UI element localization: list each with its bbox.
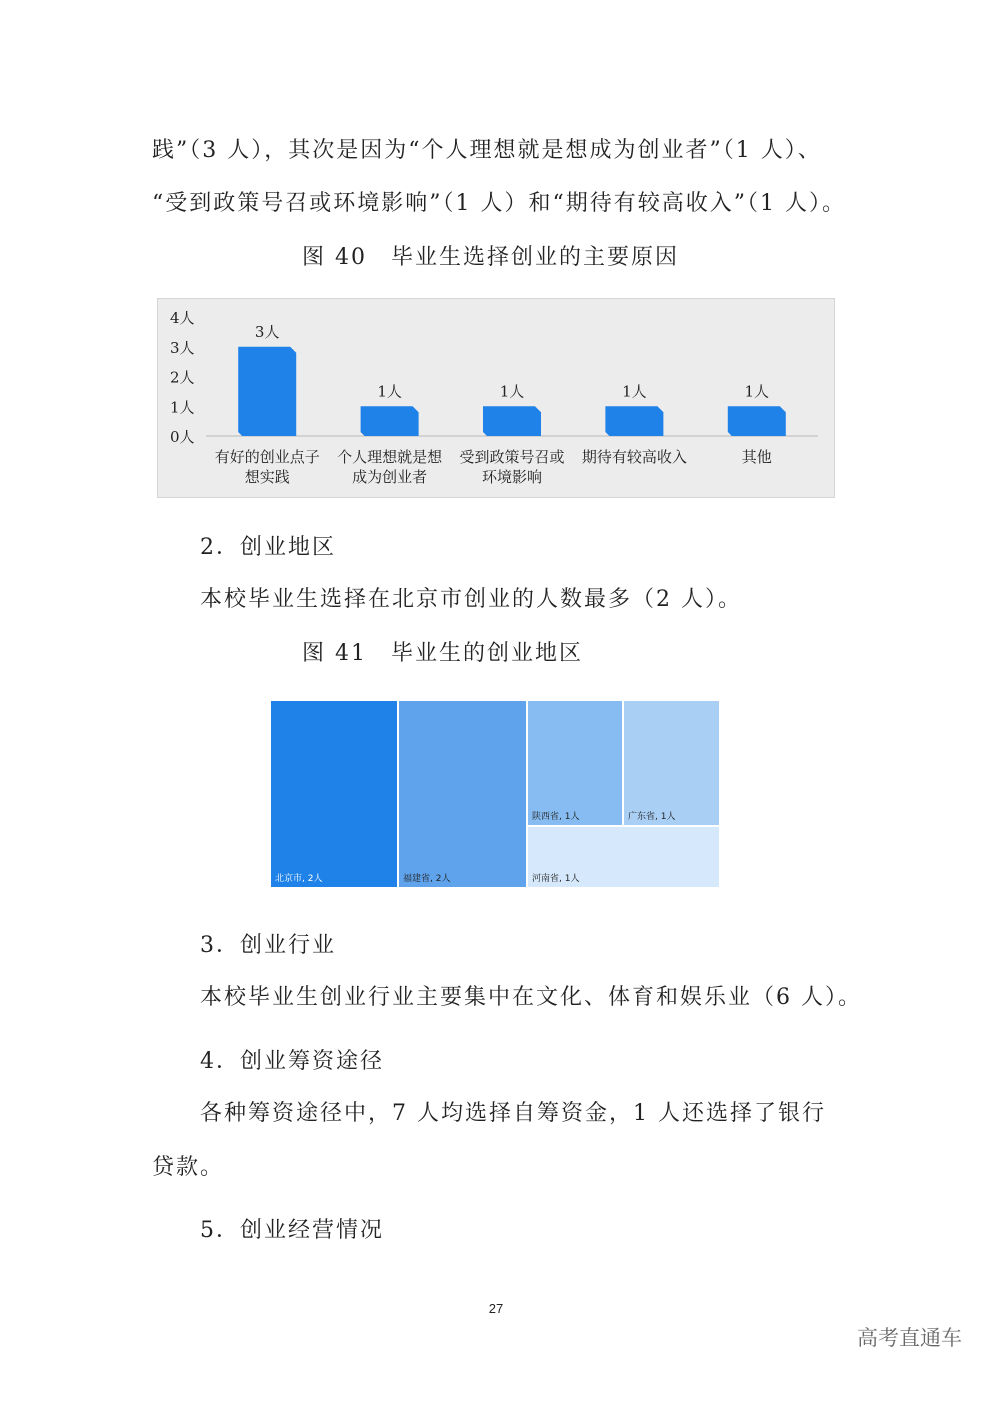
treemap-cell (270, 700, 398, 888)
paragraph-line: 践”（3 人），其次是因为“个人理想就是想成为创业者”（1 人）、 (152, 138, 822, 163)
bar (238, 347, 296, 436)
y-tick-label: 0人 (170, 428, 195, 446)
bar (605, 406, 663, 436)
bar (728, 406, 786, 436)
paragraph-line: 各种筹资途径中，7 人均选择自筹资金，1 人还选择了银行 (200, 1101, 826, 1126)
paragraph-line: “受到政策号召或环境影响”（1 人）和“期待有较高收入”（1 人）。 (152, 191, 846, 216)
section-heading: 5．创业经营情况 (200, 1218, 384, 1243)
section-heading: 2．创业地区 (200, 535, 336, 560)
page-number: 27 (488, 1301, 504, 1316)
bar (361, 406, 419, 436)
watermark: 高考直通车 (857, 1326, 962, 1350)
treemap-cell (398, 700, 527, 888)
treemap-label: 北京市, 2人 (275, 874, 323, 884)
category-label: 想实践 (244, 468, 290, 486)
y-tick-label: 3人 (170, 338, 195, 357)
category-label: 受到政策号召或 (459, 448, 565, 466)
region-treemap (270, 700, 720, 888)
paragraph-line: 本校毕业生创业行业主要集中在文化、体育和娱乐业（6 人）。 (200, 985, 862, 1010)
data-label: 1人 (744, 382, 770, 401)
y-tick-label: 1人 (170, 398, 195, 417)
data-label: 1人 (622, 382, 647, 401)
treemap-label: 广东省, 1人 (628, 812, 676, 822)
category-label: 其他 (741, 448, 772, 466)
category-label: 环境影响 (481, 468, 543, 486)
data-label: 1人 (377, 382, 402, 401)
category-label: 期待有较高收入 (581, 448, 687, 466)
bar-chart-svg (158, 299, 836, 499)
data-label: 3人 (254, 322, 280, 341)
treemap-label: 陕西省, 1人 (532, 812, 580, 822)
category-label: 个人理想就是想 (337, 448, 443, 466)
treemap-cell (527, 700, 623, 826)
paragraph-line: 贷款。 (152, 1155, 225, 1180)
data-label: 1人 (499, 382, 525, 401)
category-label: 成为创业者 (352, 468, 428, 486)
y-tick-label: 4人 (170, 309, 195, 327)
treemap-cell (623, 700, 720, 826)
section-heading: 3．创业行业 (200, 933, 336, 958)
figure-caption: 图 40 毕业生选择创业的主要原因 (302, 245, 679, 270)
treemap-label: 福建省, 2人 (403, 874, 451, 884)
bar (483, 406, 541, 436)
paragraph-line: 本校毕业生选择在北京市创业的人数最多（2 人）。 (200, 587, 742, 612)
y-tick-label: 2人 (170, 368, 195, 387)
treemap-label: 河南省, 1人 (532, 874, 580, 884)
category-label: 有好的创业点子 (214, 448, 320, 466)
section-heading: 4．创业筹资途径 (200, 1049, 384, 1074)
treemap-cell (527, 826, 720, 888)
figure-caption: 图 41 毕业生的创业地区 (302, 641, 583, 666)
reasons-bar-chart (157, 298, 835, 498)
